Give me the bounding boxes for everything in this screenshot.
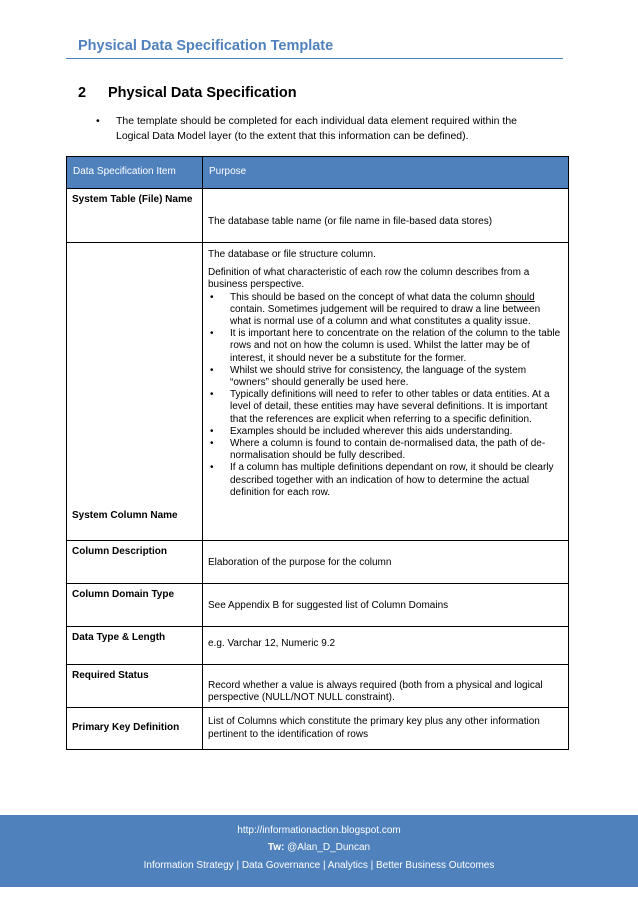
row-item-label: Column Domain Type (67, 584, 203, 627)
twitter-handle[interactable]: @Alan_D_Duncan (284, 842, 371, 853)
bullet-icon: • (210, 425, 214, 437)
list-item: • Where a column is found to contain de-normalised data, the path of de-normalisation should be fully described. (210, 438, 546, 462)
specification-table (66, 156, 569, 750)
bullet-icon: • (96, 115, 100, 127)
section-heading (78, 85, 297, 101)
row-item-label: System Column Name (67, 243, 203, 541)
intro-bullet-item (96, 114, 536, 144)
table-row (67, 584, 569, 627)
table-row (67, 665, 569, 708)
row-item-label: Primary Key Definition (67, 708, 203, 750)
page-footer (0, 815, 638, 887)
section-number: 2 (78, 85, 87, 101)
table-row (67, 189, 569, 243)
row-purpose-cell (203, 243, 569, 541)
intro-text: The template should be completed for each individual data element required within the Logical Data Model layer (to the extent that this information can be defined). (116, 115, 517, 142)
bullet-icon: • (210, 364, 214, 376)
emphasis-underline: should (505, 291, 535, 303)
purpose-bullet-list (208, 292, 563, 499)
list-item: • If a column has multiple definitions dependant on row, it should be clearly described together with an indication of how to determine the actual definition for each row. (210, 462, 554, 498)
list-item: • It is important here to concentrate on the relation of the column to the table rows and not on how the column is used. Whilst the latter may be of interest, it should never be a substitute for the former. (210, 328, 561, 364)
list-item: • This should be based on the concept of what data the column should contain. Sometimes judgement will be required to draw a line between what is normal use of a column and what constitutes a quality issue. (210, 291, 541, 328)
bullet-icon: • (210, 438, 214, 450)
column-header-item: Data Specification Item (67, 157, 203, 189)
bullet-icon: • (210, 328, 214, 340)
column-header-purpose: Purpose (203, 157, 569, 189)
twitter-label: Tw: (267, 842, 285, 853)
section-title: Physical Data Specification (108, 85, 297, 101)
header-divider (66, 58, 563, 59)
row-purpose-text: See Appendix B for suggested list of Column Domains (203, 584, 569, 627)
footer-blog-link[interactable]: http://informationaction.blogspot.com (237, 825, 401, 836)
bullet-icon: • (210, 462, 214, 474)
row-item-label: Data Type & Length (67, 627, 203, 665)
list-item: • Whilst we should strive for consistency, the language of the system “owners” should generally be used here. (210, 364, 527, 389)
row-purpose-text: The database table name (or file name in file-based data stores) (203, 189, 569, 243)
footer-twitter (0, 842, 638, 853)
table-row (67, 627, 569, 665)
footer-tagline: Information Strategy | Data Governance | Analytics | Better Business Outcomes (143, 860, 495, 871)
bullet-icon: • (210, 389, 214, 401)
row-purpose-text: e.g. Varchar 12, Numeric 9.2 (203, 627, 569, 665)
document-header-title: Physical Data Specification Template (78, 38, 334, 54)
table-header-row (67, 157, 569, 189)
table-row (67, 243, 569, 541)
table-row (67, 541, 569, 584)
table-row (67, 708, 569, 750)
bullet-icon: • (210, 291, 214, 303)
row-purpose-text: Record whether a value is always required (both from a physical and logical perspective (NULL/NOT NULL constraint). (203, 665, 569, 708)
row-purpose-text: List of Columns which constitute the primary key plus any other information pertinent to the identification of rows (203, 708, 569, 750)
row-item-label: Column Description (67, 541, 203, 584)
purpose-paragraph: The database or file structure column. (208, 249, 376, 260)
row-purpose-text: Elaboration of the purpose for the column (203, 541, 569, 584)
row-item-label: System Table (File) Name (67, 189, 203, 243)
row-item-label: Required Status (67, 665, 203, 708)
list-item: • Typically definitions will need to refer to other tables or data entities. At a level of detail, these entities may have several definitions. It is important that the references are explicit when referring to a specific definition. (210, 389, 550, 425)
list-item: • Examples should be included wherever this aids understanding. (210, 425, 513, 437)
purpose-paragraph: Definition of what characteristic of each row the column describes from a business perspective. (208, 267, 530, 291)
